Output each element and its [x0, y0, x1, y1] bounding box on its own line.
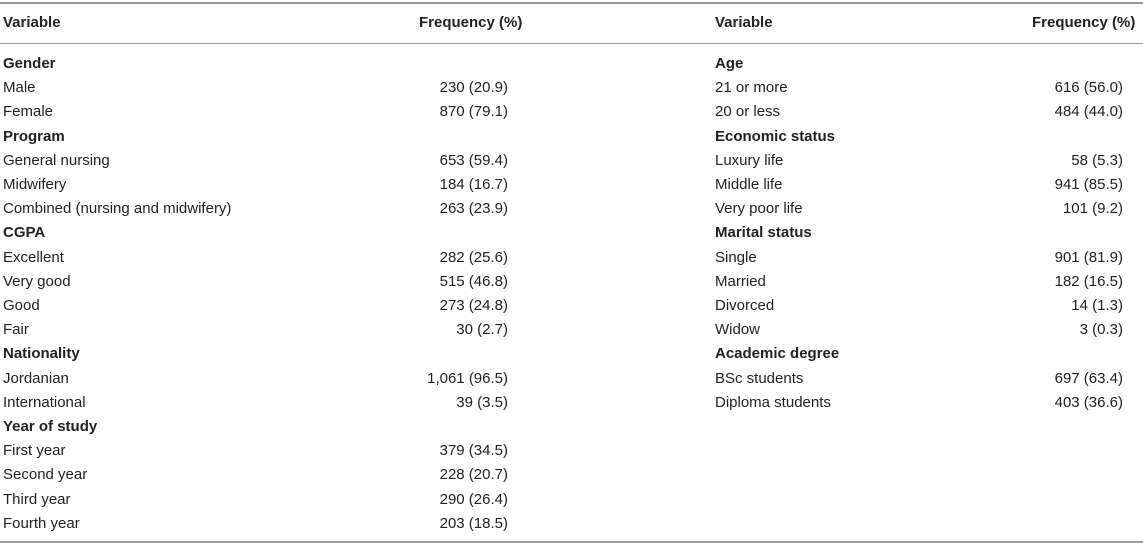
row-label: Very good: [3, 272, 71, 290]
frequency-value: 230 (20.9): [439, 79, 508, 97]
row-label: International: [3, 393, 86, 411]
row-label: 21 or more: [715, 79, 788, 97]
frequency-value: 870 (79.1): [439, 103, 508, 121]
frequency-value: 182 (16.5): [1054, 272, 1123, 290]
row-label: Divorced: [715, 297, 775, 314]
frequency-value: 653 (59.4): [439, 151, 508, 169]
row-label: Female: [3, 103, 54, 121]
row-label: 20 or less: [715, 103, 781, 121]
row-label: BSc students: [715, 369, 804, 387]
row-label: Single: [715, 248, 757, 266]
row-label: Luxury life: [715, 151, 784, 169]
category-label: Nationality: [3, 345, 80, 363]
header-frequency-right: Frequency (%): [1032, 14, 1136, 31]
category-label: Marital status: [715, 224, 812, 242]
frequency-value: 697 (63.4): [1054, 369, 1123, 387]
table-bottom-rule: [0, 541, 1143, 543]
frequency-value: 403 (36.6): [1054, 393, 1123, 411]
table-top-rule: [0, 2, 1143, 4]
frequency-value: 14 (1.3): [1071, 297, 1123, 314]
frequency-value: 515 (46.8): [439, 272, 508, 290]
header-variable-right: Variable: [715, 14, 773, 31]
row-label: First year: [3, 442, 66, 460]
row-label: Fourth year: [3, 514, 80, 532]
frequency-value: 3 (0.3): [1079, 321, 1123, 339]
row-label: Jordanian: [3, 369, 69, 387]
frequency-value: 379 (34.5): [439, 442, 508, 460]
frequency-value: 228 (20.7): [439, 466, 508, 484]
row-label: Second year: [3, 466, 88, 484]
frequency-value: 273 (24.8): [439, 297, 508, 314]
frequency-value: 290 (26.4): [439, 490, 508, 508]
row-label: Widow: [715, 321, 761, 339]
frequency-value: 39 (3.5): [456, 393, 508, 411]
row-label: Combined (nursing and midwifery): [3, 200, 232, 218]
header-frequency-left: Frequency (%): [419, 14, 523, 31]
frequency-value: 30 (2.7): [456, 321, 508, 339]
frequency-value: 203 (18.5): [439, 514, 508, 532]
category-label: Academic degree: [715, 345, 840, 363]
category-label: Economic status: [715, 127, 836, 145]
header-variable-left: Variable: [3, 14, 61, 31]
row-label: Male: [3, 79, 36, 97]
row-label: Midwifery: [3, 176, 67, 193]
row-label: Married: [715, 272, 766, 290]
category-label: Gender: [3, 55, 56, 72]
frequency-value: 616 (56.0): [1054, 79, 1123, 97]
frequency-value: 101 (9.2): [1062, 200, 1123, 218]
category-label: Age: [715, 55, 744, 72]
frequency-value: 901 (81.9): [1054, 248, 1123, 266]
frequency-value: 941 (85.5): [1054, 176, 1123, 193]
row-label: Good: [3, 297, 40, 314]
row-label: Fair: [3, 321, 29, 339]
row-label: Middle life: [715, 176, 783, 193]
frequency-value: 282 (25.6): [439, 248, 508, 266]
table-header-rule: [0, 43, 1143, 44]
row-label: Diploma students: [715, 393, 831, 411]
category-label: CGPA: [3, 224, 46, 242]
row-label: Excellent: [3, 248, 64, 266]
category-label: Program: [3, 127, 65, 145]
category-label: Year of study: [3, 418, 98, 435]
frequency-value: 1,061 (96.5): [427, 369, 508, 387]
frequency-value: 184 (16.7): [439, 176, 508, 193]
frequency-value: 58 (5.3): [1071, 151, 1123, 169]
row-label: Very poor life: [715, 200, 803, 218]
row-label: General nursing: [3, 151, 110, 169]
frequency-value: 484 (44.0): [1054, 103, 1123, 121]
row-label: Third year: [3, 490, 71, 508]
frequency-value: 263 (23.9): [439, 200, 508, 218]
